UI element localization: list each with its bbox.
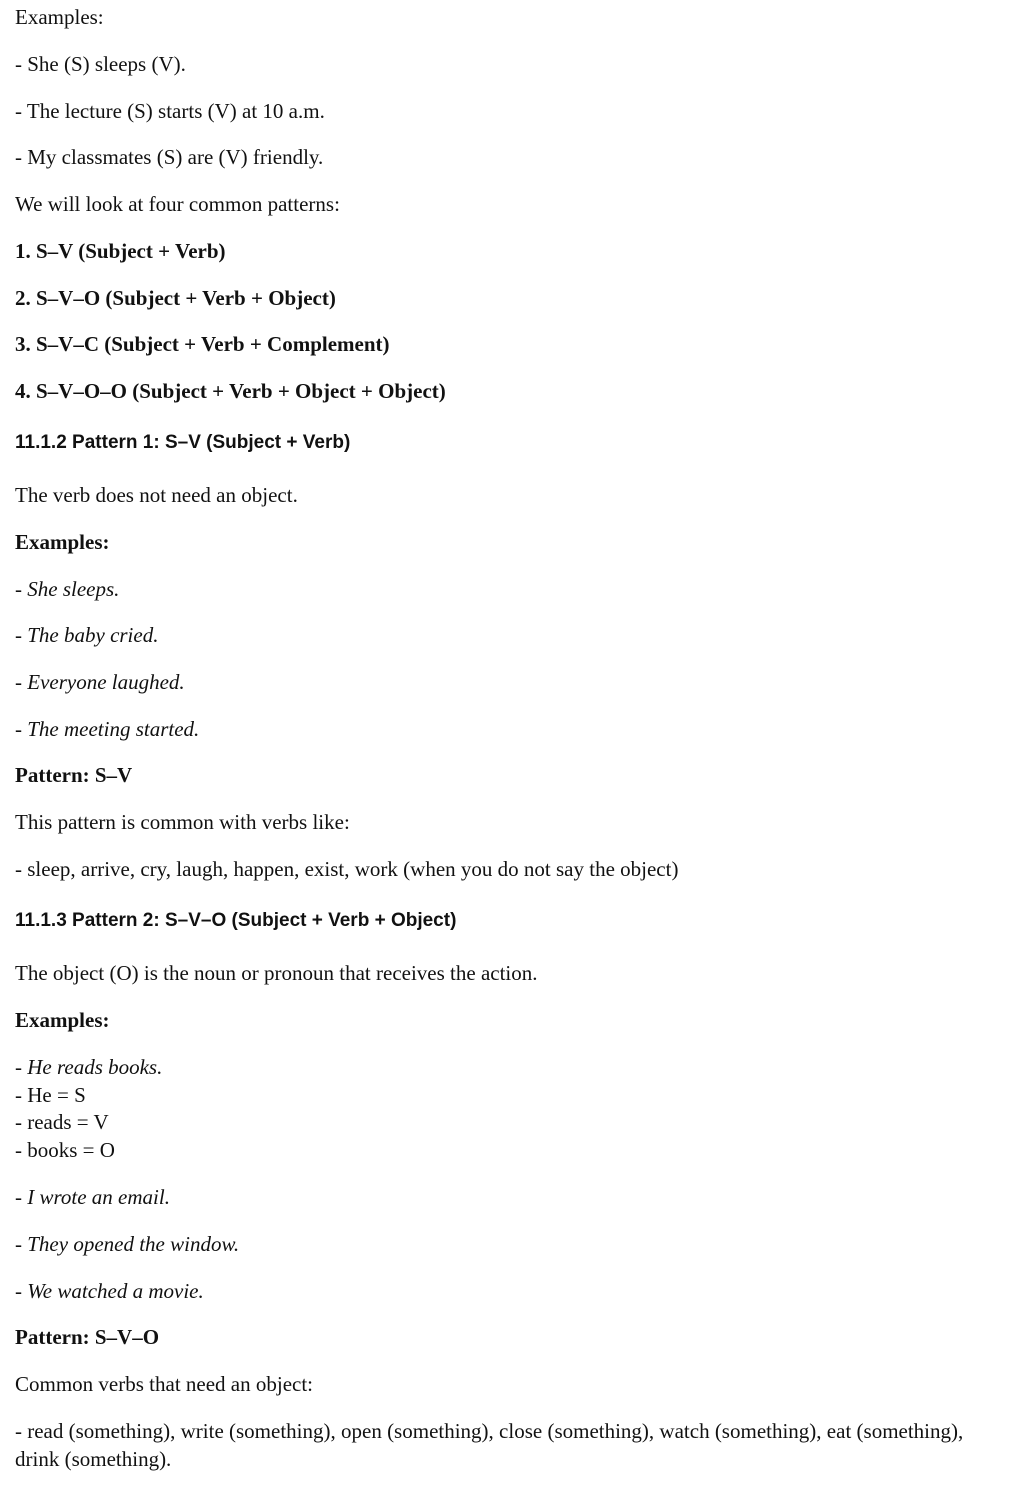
section-1-example-3: - Everyone laughed. [15,670,185,694]
intro-examples-label: Examples: [15,5,104,29]
pattern-list-item-4: 4. S–V–O–O (Subject + Verb + Object + Object) [15,379,446,403]
section-1-example-4: - The meeting started. [15,717,200,741]
section-2-breakdown-2: - reads = V [15,1110,109,1134]
pattern-list-item-2: 2. S–V–O (Subject + Verb + Object) [15,286,336,310]
intro-example-1: - She (S) sleeps (V). [15,52,186,76]
intro-example-2: - The lecture (S) starts (V) at 10 a.m. [15,99,325,123]
section-2-breakdown-1: - He = S [15,1083,86,1107]
section-2-first-example: - He reads books. [15,1055,163,1079]
section-1-verbs-list: - sleep, arrive, cry, laugh, happen, exist, work (when you do not say the object) [15,857,679,881]
section-2-example-3: - They opened the window. [15,1232,240,1256]
section-1-pattern-label: Pattern: S–V [15,763,133,787]
pattern-list-item-3: 3. S–V–C (Subject + Verb + Complement) [15,332,390,356]
section-2-pattern-label: Pattern: S–V–O [15,1325,160,1349]
section-2-heading: 11.1.3 Pattern 2: S–V–O (Subject + Verb + Object) [15,910,457,931]
section-2-description: The object (O) is the noun or pronoun that receives the action. [15,961,538,985]
section-1-verbs-intro: This pattern is common with verbs like: [15,810,350,834]
section-1-description: The verb does not need an object. [15,483,298,507]
section-2-verbs-intro: Common verbs that need an object: [15,1372,314,1396]
section-1-heading: 11.1.2 Pattern 1: S–V (Subject + Verb) [15,432,351,453]
section-2-verbs-list: - read (something), write (something), open (something), close (something), watch (something), eat (something), drink (something). [15,1419,964,1471]
section-2-breakdown-3: - books = O [15,1138,115,1162]
section-1-example-2: - The baby cried. [15,623,159,647]
pattern-list-item-1: 1. S–V (Subject + Verb) [15,239,226,263]
section-2-example-4: - We watched a movie. [15,1279,204,1303]
patterns-intro: We will look at four common patterns: [15,192,340,216]
section-1-examples-label: Examples: [15,530,110,554]
section-2-example-2: - I wrote an email. [15,1185,170,1209]
section-1-example-1: - She sleeps. [15,577,120,601]
intro-example-3: - My classmates (S) are (V) friendly. [15,145,324,169]
section-2-examples-label: Examples: [15,1008,110,1032]
